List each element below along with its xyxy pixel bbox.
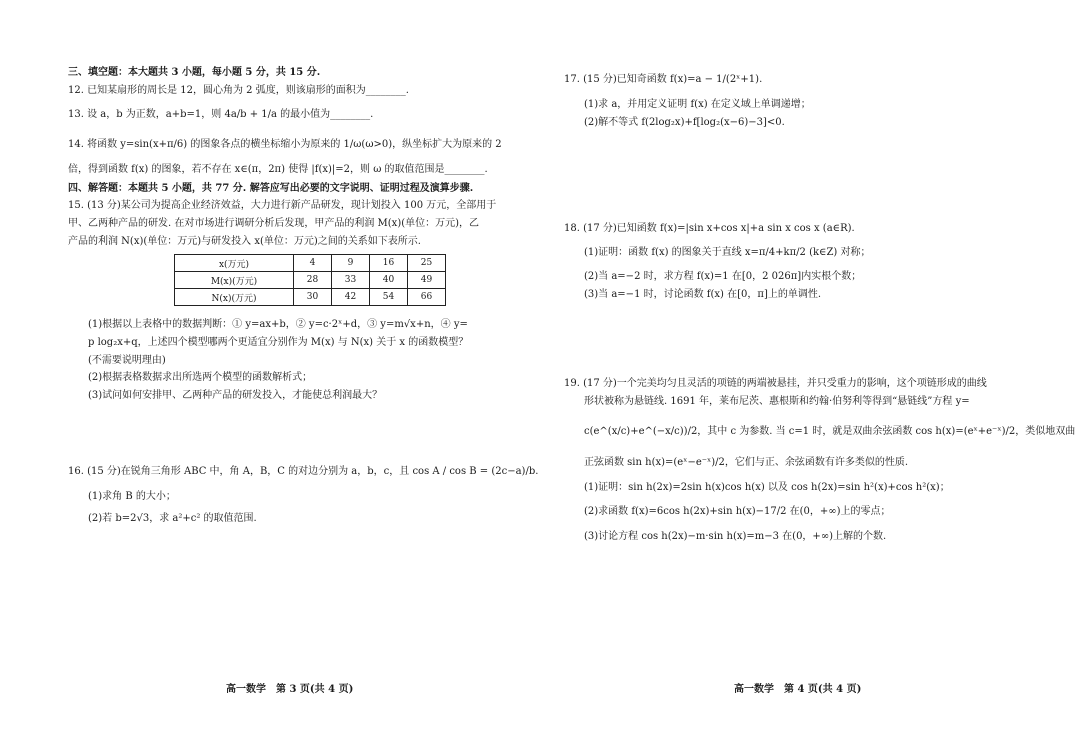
question-18: 18. (17 分)已知函数 f(x)=|sin x+cos x|+a sin x cos x (a∈R). (564, 223, 855, 234)
page-4 (540, 0, 1080, 737)
table-cell: 25 (408, 255, 446, 272)
question-14-line-1: 14. 将函数 y=sin(x+π/6) 的图象各点的横坐标缩小为原来的 1/ω(ω>0)，纵坐标扩大为原来的 2 (68, 139, 502, 150)
table-cell: N(x)(万元) (175, 289, 294, 306)
question-13: 13. 设 a，b 为正数，a+b=1，则 4a/b + 1/a 的最小值为________. (68, 109, 374, 120)
question-16-part-1: (1)求角 B 的大小； (88, 491, 176, 502)
table-cell: 49 (408, 272, 446, 289)
question-15-line-1: 15. (13 分)某公司为提高企业经济效益，大力进行新产品研发，现计划投入 100 万元，全部用于 (68, 200, 497, 211)
table-cell: x(万元) (175, 255, 294, 272)
table-cell: 4 (294, 255, 332, 272)
question-19-line-3: c(e^(x/c)+e^(−x/c))/2，其中 c 为参数. 当 c=1 时，就是双曲余弦函数 cos h(x)=(eˣ+e⁻ˣ)/2，类似地双曲 (584, 426, 1076, 437)
data-table (174, 254, 446, 306)
question-19-line-2: 形状被称为悬链线. 1691 年，莱布尼茨、惠根斯和约翰·伯努利等得到“悬链线”方程 y= (584, 396, 970, 407)
question-19-part-3: (3)讨论方程 cos h(2x)−m·sin h(x)=m−3 在(0，+∞)上解的个数. (584, 531, 887, 542)
page-footer: 高一数学 第 3 页(共 4 页) (226, 684, 354, 695)
question-15-part-3: (3)试问如何安排甲、乙两种产品的研发投入，才能使总利润最大？ (88, 390, 383, 401)
question-17: 17. (15 分)已知奇函数 f(x)=a − 1/(2ˣ+1). (564, 74, 763, 85)
question-18-part-3: (3)当 a=−1 时，讨论函数 f(x) 在[0，π]上的单调性. (584, 289, 822, 300)
table-cell: 33 (332, 272, 370, 289)
table-cell: 42 (332, 289, 370, 306)
table-row (175, 272, 446, 289)
question-17-part-1: (1)求 a，并用定义证明 f(x) 在定义域上单调递增； (584, 99, 811, 110)
section-heading-solutions: 四、解答题：本题共 5 小题，共 77 分. 解答应写出必要的文字说明、证明过程及演算步骤. (68, 183, 474, 194)
table-cell: M(x)(万元) (175, 272, 294, 289)
table-cell: 16 (370, 255, 408, 272)
question-16-part-2: (2)若 b=2√3，求 a²+c² 的取值范围. (88, 513, 257, 524)
table-cell: 66 (408, 289, 446, 306)
page-footer: 高一数学 第 4 页(共 4 页) (734, 684, 862, 695)
question-16: 16. (15 分)在锐角三角形 ABC 中，角 A，B，C 的对边分别为 a，b，c，且 cos A / cos B = (2c−a)/b. (68, 466, 539, 477)
table-cell: 30 (294, 289, 332, 306)
question-15-line-2: 甲、乙两种产品的研发. 在对市场进行调研分析后发现，甲产品的利润 M(x)(单位：万元)，乙 (68, 218, 480, 229)
question-19-part-1: (1)证明：sin h(2x)=2sin h(x)cos h(x) 以及 cos h(2x)=sin h²(x)+cos h²(x)； (584, 482, 950, 493)
table-cell: 54 (370, 289, 408, 306)
question-19-line-1: 19. (17 分)一个完美均匀且灵活的项链的两端被悬挂，并只受重力的影响，这个项链形成的曲线 (564, 378, 987, 389)
table-cell: 9 (332, 255, 370, 272)
question-14-line-2: 倍，得到函数 f(x) 的图象，若不存在 x∈(π，2π) 使得 |f(x)|=2，则 ω 的取值范围是________. (68, 164, 488, 175)
table-row (175, 255, 446, 272)
question-19-part-2: (2)求函数 f(x)=6cos h(2x)+sin h(x)−17/2 在(0，+∞)上的零点； (584, 506, 891, 517)
question-15-part-2: (2)根据表格数据求出所选两个模型的函数解析式； (88, 372, 313, 383)
question-19-line-4: 正弦函数 sin h(x)=(eˣ−e⁻ˣ)/2，它们与正、余弦函数有许多类似的性质. (584, 457, 909, 468)
table-cell: 28 (294, 272, 332, 289)
question-18-part-1: (1)证明：函数 f(x) 的图象关于直线 x=π/4+kπ/2 (k∈Z) 对称； (584, 247, 871, 258)
table-cell: 40 (370, 272, 408, 289)
question-18-part-2: (2)当 a=−2 时，求方程 f(x)=1 在[0，2 026π]内实根个数； (584, 271, 862, 282)
question-17-part-2: (2)解不等式 f(2log₂x)+f[log₂(x−6)−3]<0. (584, 117, 785, 128)
table-row (175, 289, 446, 306)
question-15-part-1-note: (不需要说明理由) (88, 355, 166, 366)
question-15-part-1-line-1: (1)根据以上表格中的数据判断：① y=ax+b，② y=c·2ˣ+d，③ y=m√x+n，④ y= (88, 319, 468, 330)
question-15-line-3: 产品的利润 N(x)(单位：万元)与研发投入 x(单位：万元)之间的关系如下表所示. (68, 236, 421, 247)
question-12: 12. 已知某扇形的周长是 12，圆心角为 2 弧度，则该扇形的面积为________. (68, 85, 409, 96)
section-heading-fill-in: 三、填空题：本大题共 3 小题，每小题 5 分，共 15 分. (68, 67, 321, 78)
question-15-part-1-line-2: p log₂x+q，上述四个模型哪两个更适宜分别作为 M(x) 与 N(x) 关于 x 的函数模型？ (88, 337, 469, 348)
